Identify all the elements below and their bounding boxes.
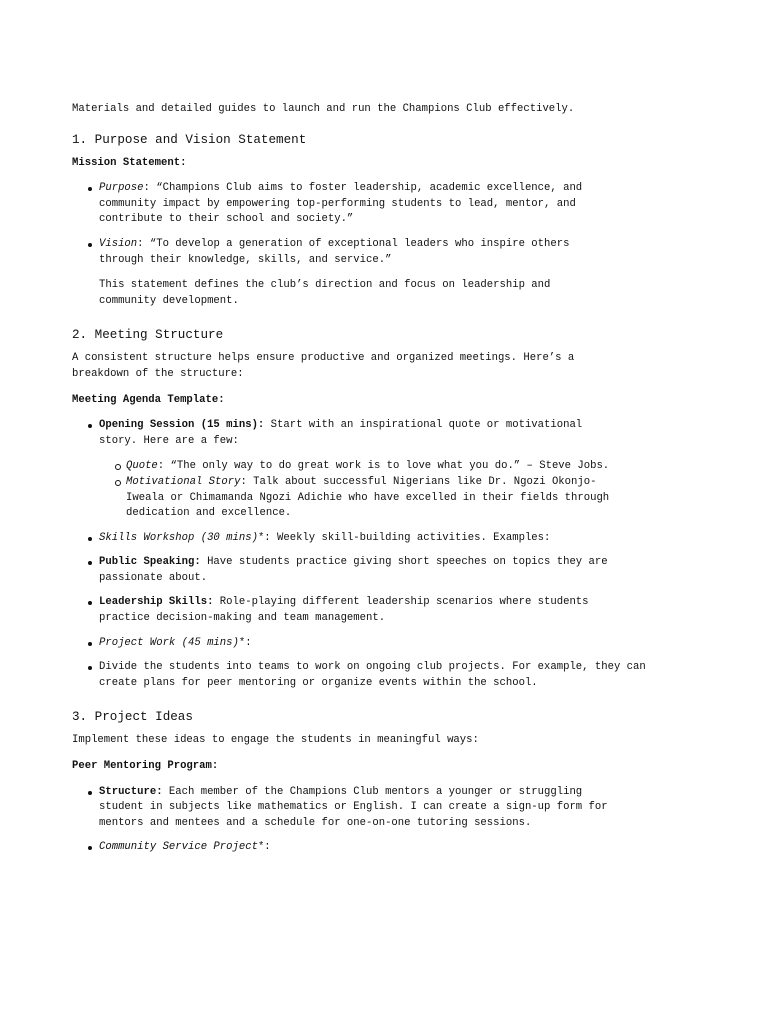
section-heading-meeting: 2. Meeting Structure bbox=[72, 328, 224, 343]
list-item-story bbox=[126, 475, 612, 522]
list-item-opening bbox=[99, 418, 612, 522]
structure-label: Structure: bbox=[99, 785, 163, 798]
speaking-text: Have students practice giving short speeches on topics they are passionate about. bbox=[99, 556, 608, 584]
intro-paragraph: Materials and detailed guides to launch and run the Champions Club effectively. bbox=[72, 103, 575, 115]
meeting-intro: A consistent structure helps ensure productive and organized meetings. Here’s a breakdown of the structure: bbox=[72, 352, 575, 380]
peer-mentoring-subheading: Peer Mentoring Program: bbox=[72, 760, 219, 773]
quote-label: Quote bbox=[126, 460, 158, 473]
opening-text: Start with an inspirational quote or motivational story. Here are a few: bbox=[99, 419, 583, 447]
divide-text: Divide the students into teams to work on ongoing club projects. For example, they can create plans for peer mentoring or organize events within the school. bbox=[99, 661, 646, 689]
projects-intro: Implement these ideas to engage the students in meaningful ways: bbox=[72, 734, 479, 747]
list-item-divide bbox=[99, 660, 659, 691]
vision-text: : “To develop a generation of exceptional leaders who inspire others through their knowledge, skills, and service.” bbox=[99, 237, 570, 266]
list-item-community bbox=[99, 840, 612, 856]
story-text: : Talk about successful Nigerians like Dr. Ngozi Okonjo-Iweala or Chimamanda Ngozi Adichie who have excelled in their fields through dedication and excellence. bbox=[126, 475, 610, 520]
list-item-speaking bbox=[99, 555, 612, 586]
project-label: Project Work (45 mins) bbox=[99, 636, 239, 649]
skills-text: *: Weekly skill-building activities. Examples: bbox=[257, 531, 551, 544]
opening-sublist bbox=[99, 459, 612, 521]
skills-label: Skills Workshop (30 mins) bbox=[99, 531, 258, 544]
opening-label: Opening Session (15 mins): bbox=[99, 419, 265, 432]
list-item-vision bbox=[99, 237, 612, 309]
projects-list bbox=[72, 785, 612, 856]
vision-label: Vision bbox=[99, 237, 138, 250]
speaking-label: Public Speaking: bbox=[99, 556, 201, 569]
leadership-text: Role-playing different leadership scenarios where students practice decision-making and team management. bbox=[99, 596, 589, 625]
list-item-skills bbox=[99, 531, 612, 547]
list-item-structure bbox=[99, 785, 612, 832]
list-item-project-work bbox=[99, 636, 612, 652]
section-heading-purpose: 1. Purpose and Vision Statement bbox=[72, 132, 307, 147]
document-content bbox=[72, 102, 646, 856]
section-heading-projects: 3. Project Ideas bbox=[72, 710, 193, 725]
mission-list bbox=[72, 181, 612, 309]
quote-text: : “The only way to do great work is to love what you do.” – Steve Jobs. bbox=[157, 460, 610, 473]
purpose-label: Purpose bbox=[99, 182, 144, 195]
statement-note: This statement defines the club’s direction and focus on leadership and community development. bbox=[99, 279, 551, 307]
list-item-leadership bbox=[99, 595, 612, 626]
project-text: *: bbox=[238, 636, 252, 649]
purpose-text: : “Champions Club aims to foster leadership, academic excellence, and community impact by empowering top-performing students to lead, mentor, and contribute to their school and society.” bbox=[99, 182, 583, 226]
list-item-quote bbox=[126, 459, 612, 475]
community-text: *: bbox=[257, 841, 271, 854]
community-label: Community Service Project bbox=[99, 841, 258, 854]
agenda-subheading: Meeting Agenda Template: bbox=[72, 393, 225, 406]
leadership-label: Leadership Skills: bbox=[99, 596, 214, 609]
agenda-list bbox=[72, 418, 646, 691]
structure-text: Each member of the Champions Club mentors a younger or struggling student in subjects like mathematics or English. I can create a sign-up form for mentors and mentees and a schedule for one-on-one tutoring sessions. bbox=[99, 785, 608, 829]
story-label: Motivational Story bbox=[126, 475, 241, 488]
mission-statement-subheading: Mission Statement: bbox=[72, 156, 187, 169]
list-item-purpose bbox=[99, 181, 612, 228]
